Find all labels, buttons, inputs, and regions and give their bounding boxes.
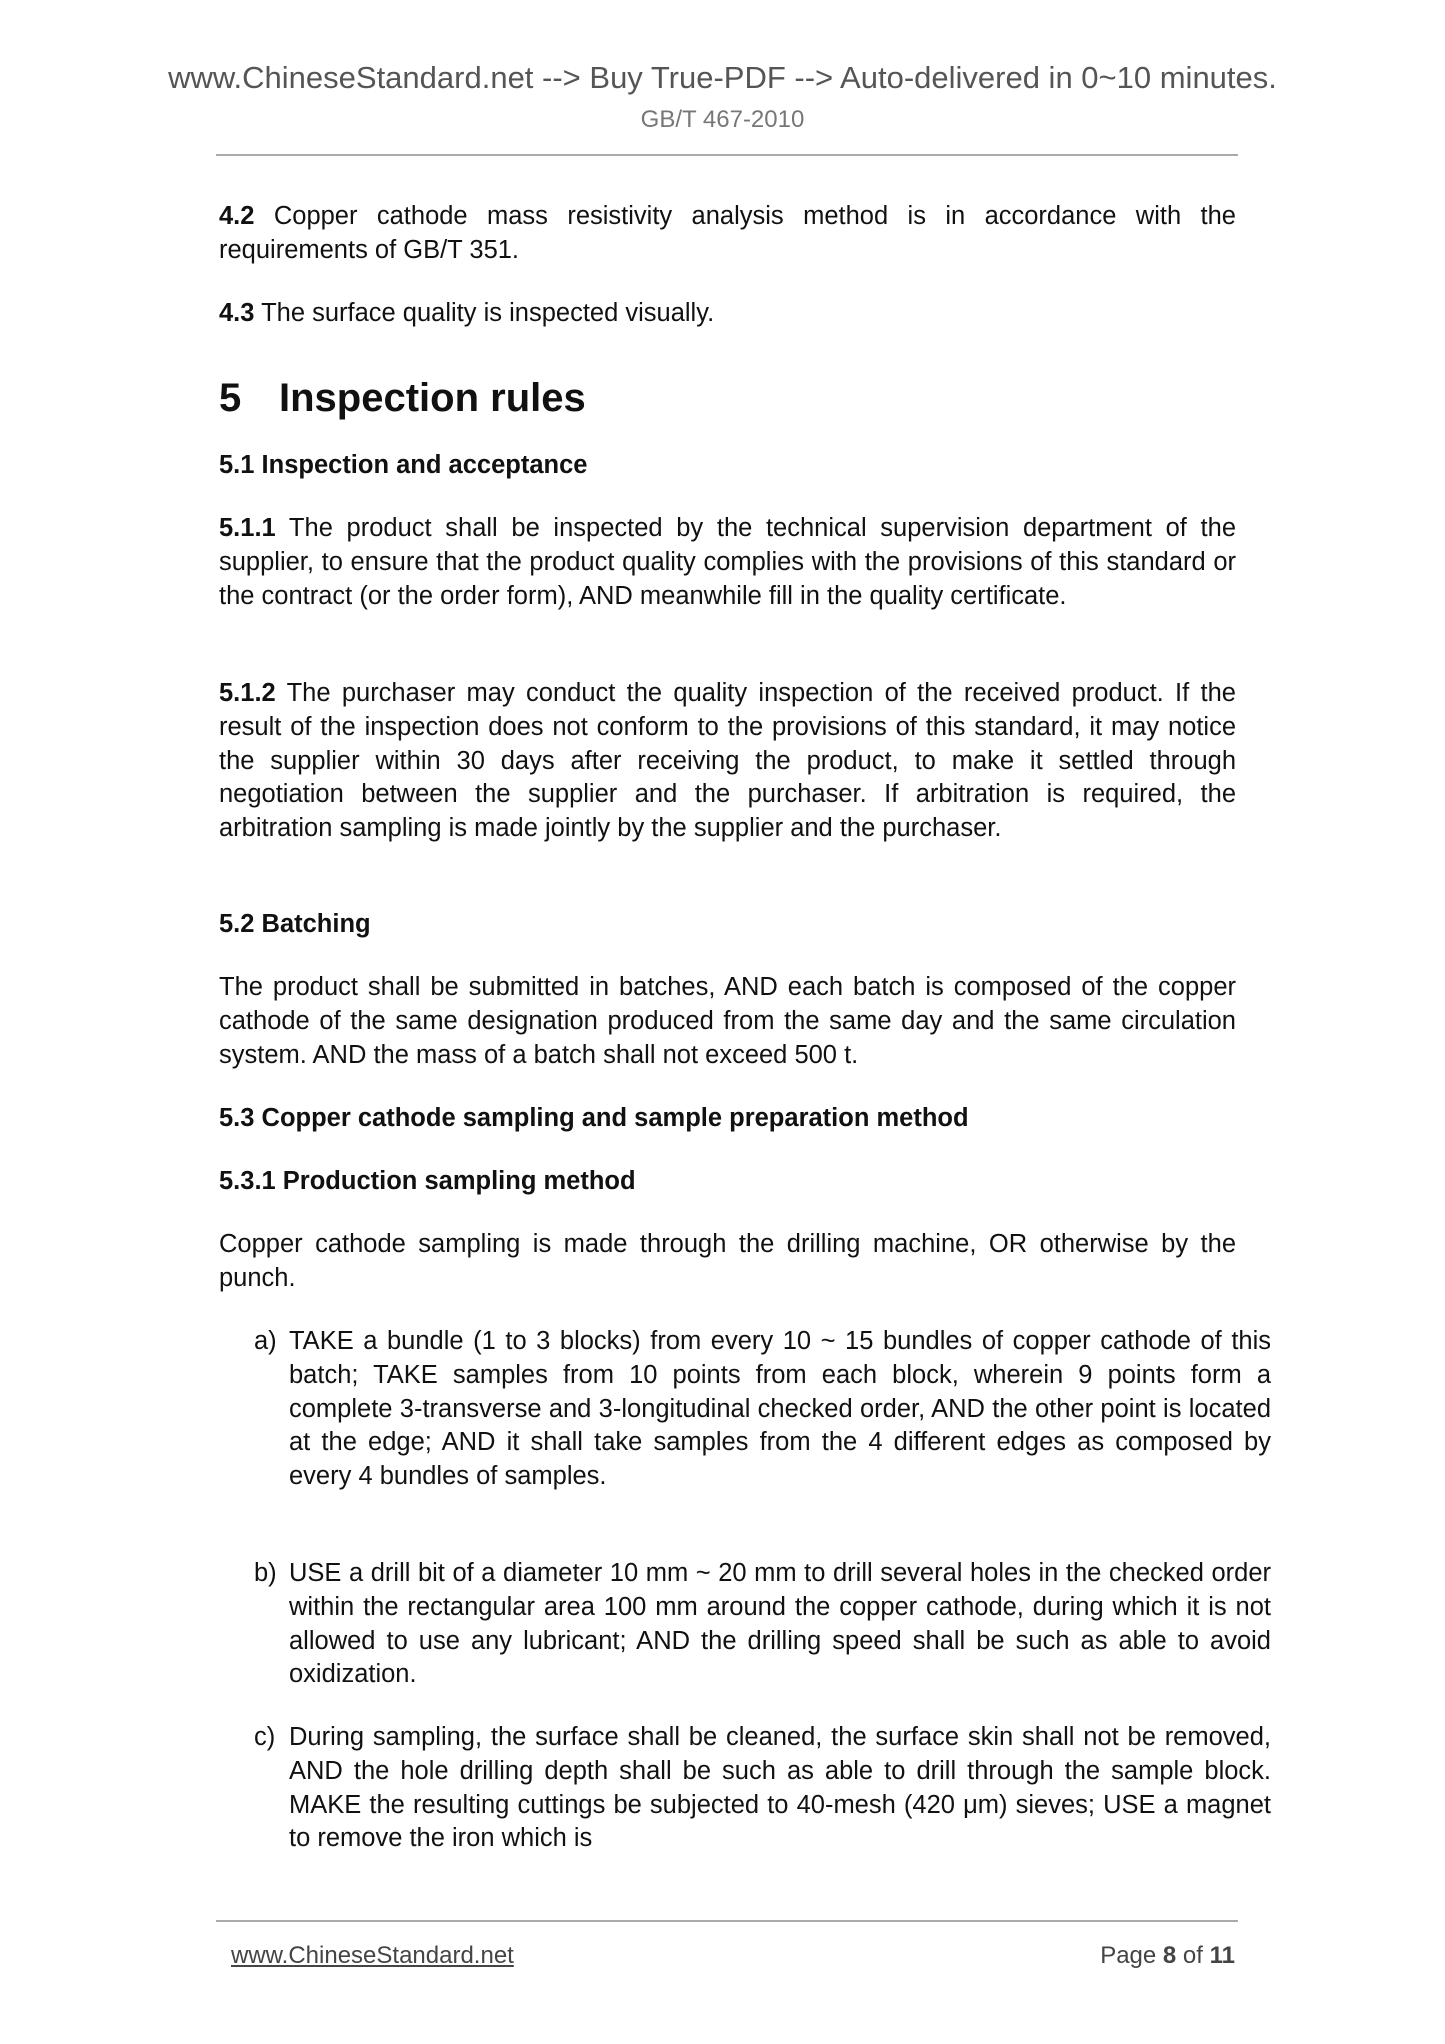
page-label: Page xyxy=(1100,1942,1163,1969)
clause-text: The product shall be inspected by the technical supervision department of the supplier, to ensure that the product quality complies with the provisions of this standard or the contract (or the order form), AND meanwhile fill in the quality certificate. xyxy=(219,514,1244,610)
clause-4-3 xyxy=(219,297,1236,331)
footer-divider xyxy=(216,1920,1238,1922)
total-pages: 11 xyxy=(1209,1942,1235,1969)
footer-website-link[interactable]: www.ChineseStandard.net xyxy=(231,1942,514,1969)
list-label: b) xyxy=(254,1559,277,1587)
clause-number: 5.1.1 xyxy=(219,514,276,542)
clause-number: 4.3 xyxy=(219,299,255,327)
list-label: a) xyxy=(254,1327,277,1355)
clause-5-1-2 xyxy=(219,677,1244,846)
section-title: Inspection rules xyxy=(279,376,586,420)
current-page: 8 xyxy=(1162,1942,1177,1969)
clause-text: The surface quality is inspected visually. xyxy=(254,299,715,327)
heading-5-2: 5.2 Batching xyxy=(219,910,371,938)
clause-text: The purchaser may conduct the quality inspection of the received product. If the result of the inspection does not conform to the provisions of this standard, it may notice the supplier within 30 days after receiving the product, to make it settled through negotiation between the supplier and the purchaser. If arbitration is required, the arbitration sampling is made jointly by the supplier and the purchaser. xyxy=(219,679,1244,843)
list-text: USE a drill bit of a diameter 10 mm ~ 20 mm to drill several holes in the checked order within the rectangular area 100 mm around the copper cathode, during which it is not allowed to use any lubricant; AND the drilling speed shall be such as able to avoid oxidization. xyxy=(289,1559,1279,1689)
section-heading-5 xyxy=(219,376,1236,420)
header-divider xyxy=(216,154,1238,156)
clause-text: Copper cathode mass resistivity analysis method is in accordance with the requirements of GB/T 351. xyxy=(219,202,1244,264)
heading-5-3: 5.3 Copper cathode sampling and sample preparation method xyxy=(219,1104,969,1132)
clause-number: 4.2 xyxy=(219,202,255,230)
list-item-c xyxy=(254,1721,1279,1856)
section-number: 5 xyxy=(219,376,242,420)
clause-5-1-1 xyxy=(219,512,1244,613)
header-banner: www.ChineseStandard.net --> Buy True-PDF --> Auto-delivered in 0~10 minutes. xyxy=(168,60,1277,95)
list-item-b xyxy=(254,1557,1279,1692)
heading-5-1: 5.1 Inspection and acceptance xyxy=(219,451,588,479)
clause-4-2 xyxy=(219,200,1244,268)
document-id: GB/T 467-2010 xyxy=(640,106,805,133)
list-text: During sampling, the surface shall be cleaned, the surface skin shall not be removed, AND the hole drilling depth shall be such as able to drill through the sample block. MAKE the resulting cuttings be subjected to 40-mesh (420 μm) sieves; USE a magnet to remove the iron which is xyxy=(289,1723,1279,1853)
heading-5-3-1: 5.3.1 Production sampling method xyxy=(219,1167,636,1195)
paragraph-batching: The product shall be submitted in batches, AND each batch is composed of the copper cathode of the same designation produced from the same day and the same circulation system. AND the mass of a batch shall not exceed 500 t. xyxy=(219,973,1236,1069)
paragraph-sampling: Copper cathode sampling is made through the drilling machine, OR otherwise by the punch. xyxy=(219,1230,1236,1292)
list-item-a xyxy=(254,1325,1279,1494)
page-of: of xyxy=(1176,1942,1210,1969)
list-label: c) xyxy=(254,1723,276,1751)
page-number xyxy=(1100,1942,1235,1970)
clause-number: 5.1.2 xyxy=(219,679,276,707)
list-text: TAKE a bundle (1 to 3 blocks) from every 10 ~ 15 bundles of copper cathode of this batch; TAKE samples from 10 points from each block, wherein 9 points form a complete 3-transverse and 3-longitudinal checked order, AND the other point is located at the edge; AND it shall take samples from the 4 different edges as composed by every 4 bundles of samples. xyxy=(289,1327,1279,1491)
